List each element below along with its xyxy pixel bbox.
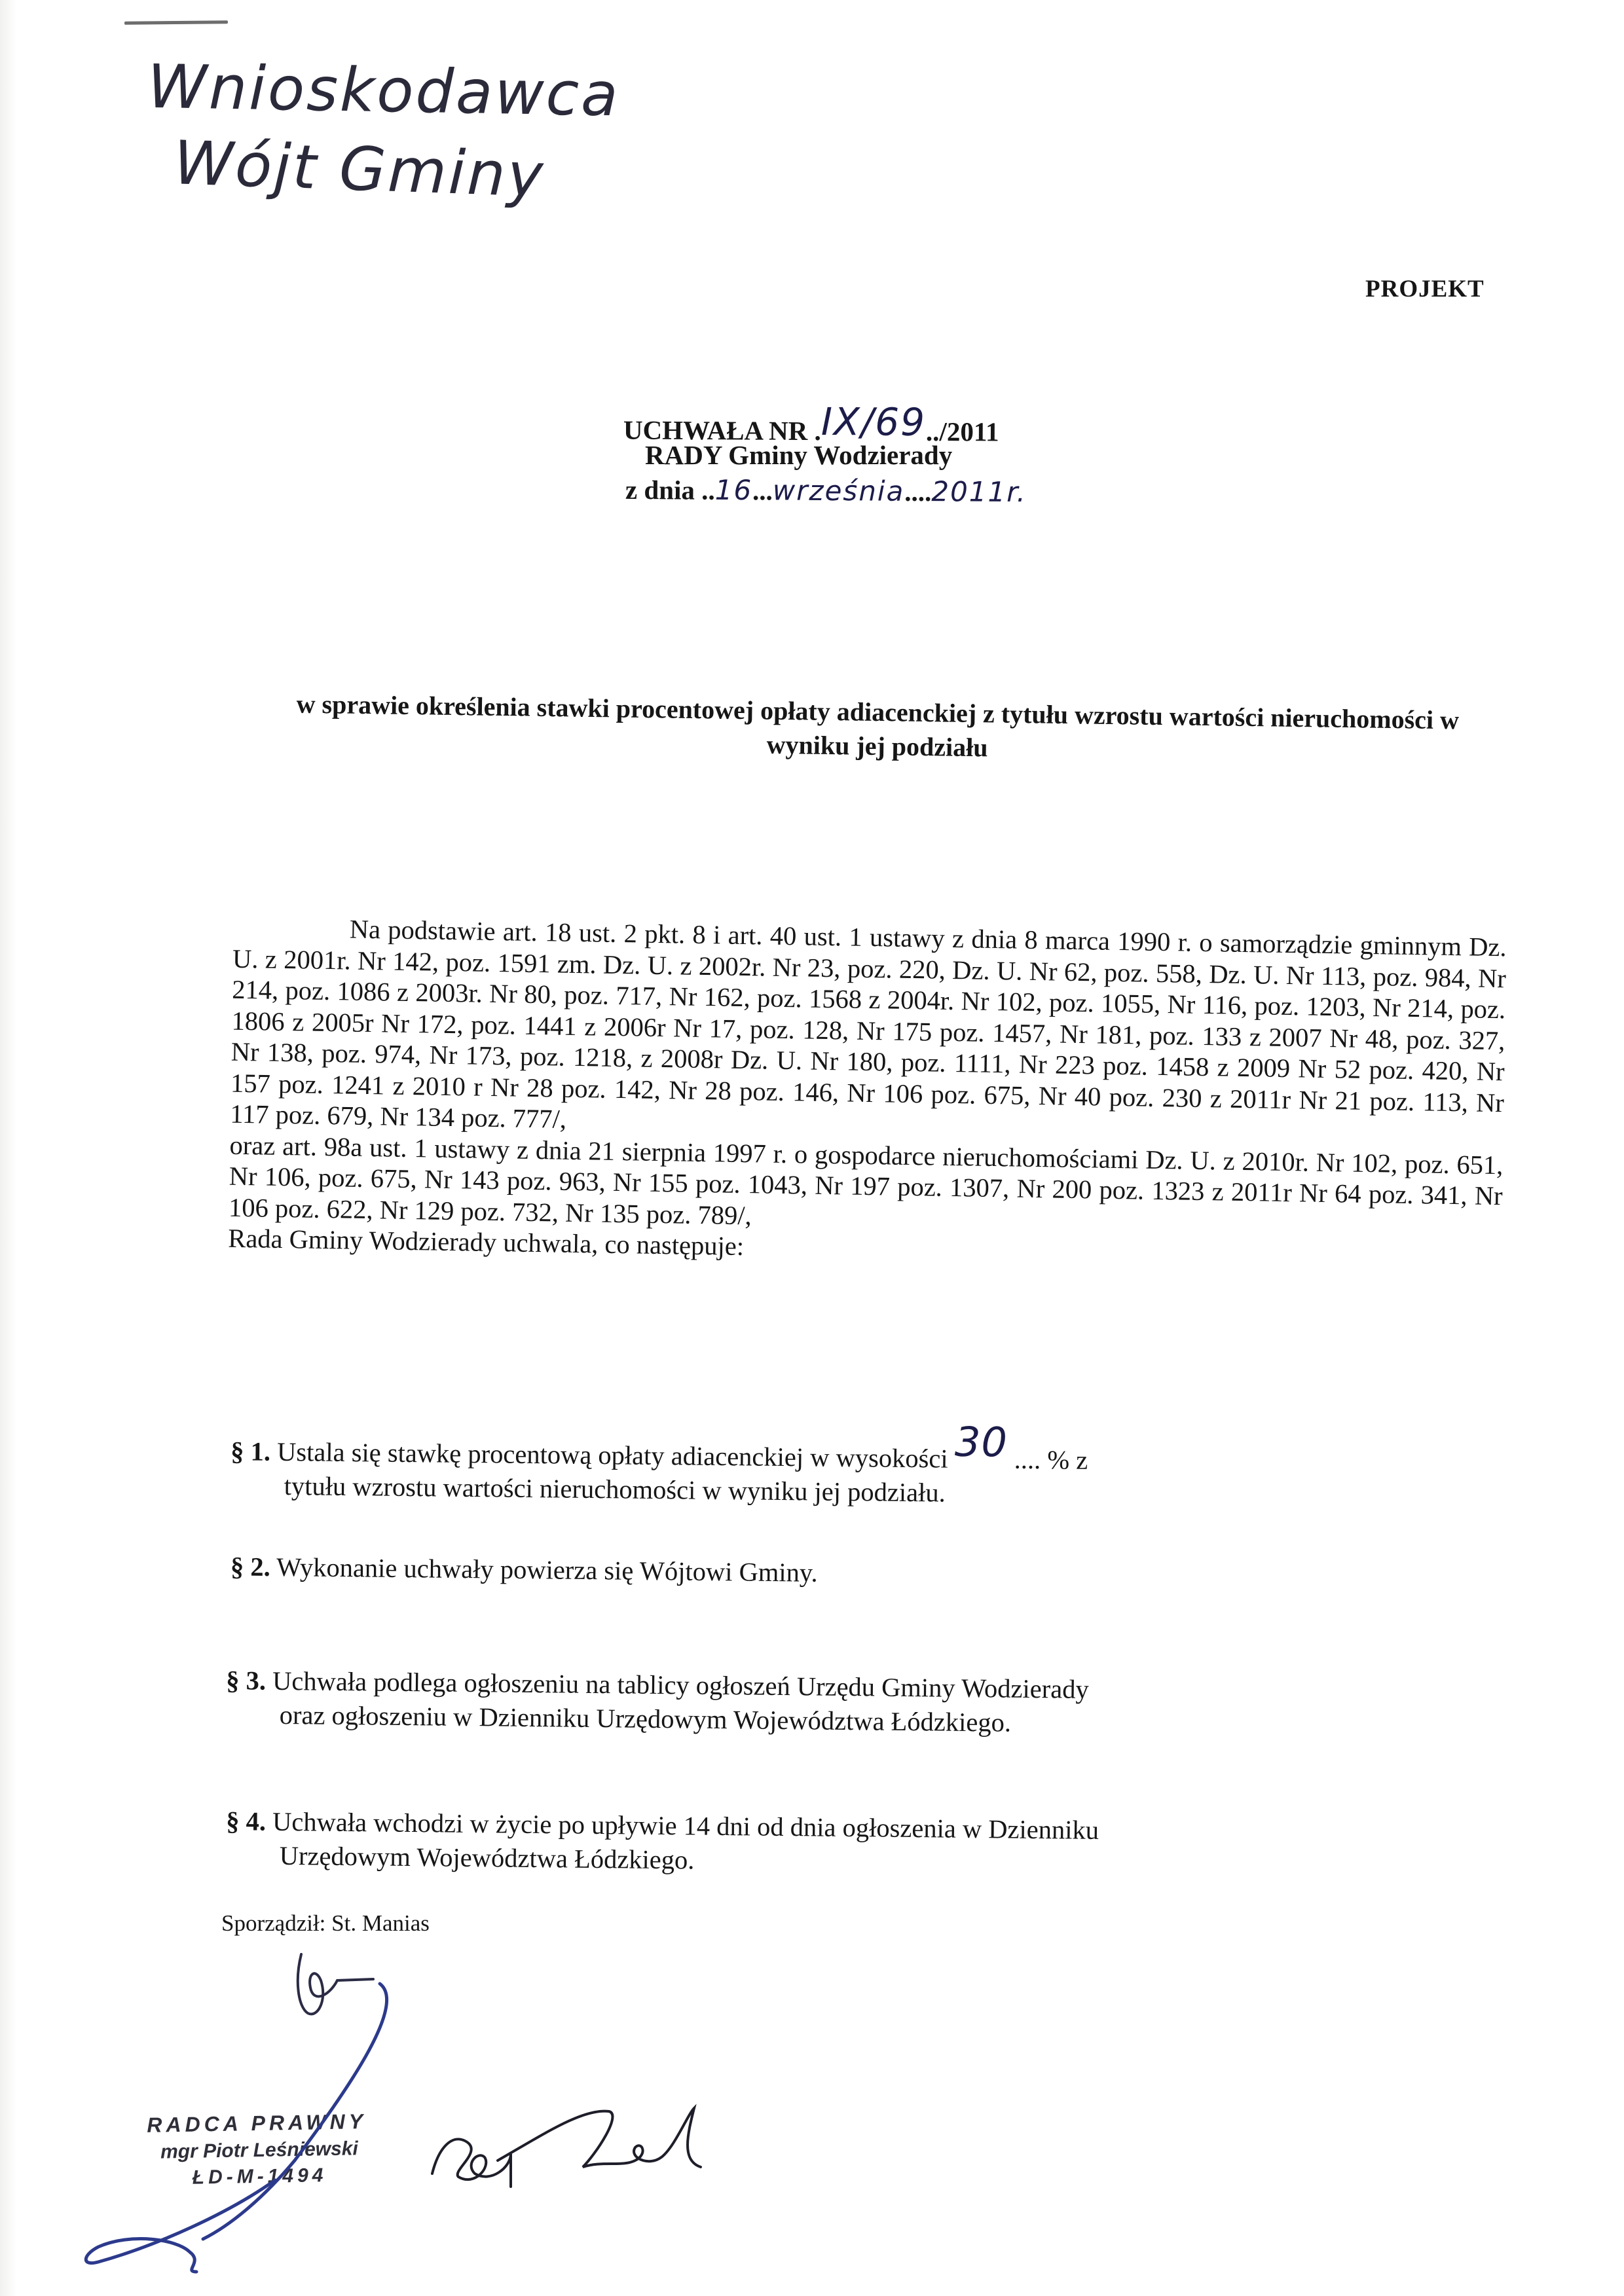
date-dots-1: ... bbox=[752, 475, 773, 506]
rate-dots: .... bbox=[1007, 1444, 1041, 1475]
date-month-handwritten: września bbox=[772, 474, 905, 507]
paragraph-3-text: Uchwała podlega ogłoszeniu na tablicy ogłoszeń Urzędu Gminy Wodzierady bbox=[265, 1666, 1089, 1704]
paragraph-4 bbox=[225, 1804, 1099, 1882]
paragraph-1-continuation: tytułu wzrostu wartości nieruchomości w wyniku jej podziału. bbox=[284, 1471, 946, 1508]
paragraph-1-text-after: % z bbox=[1041, 1445, 1088, 1475]
paragraph-4-text: Uchwała wchodzi w życie po upływie 14 dni od dnia ogłoszenia w Dzienniku bbox=[265, 1806, 1099, 1845]
council-resolves: Rada Gminy Wodzierady uchwala, co następuje: bbox=[228, 1223, 745, 1262]
paragraph-3-continuation: oraz ogłoszeniu w Dzienniku Urzędowym Województwa Łódzkiego. bbox=[279, 1700, 1012, 1738]
draft-label: PROJEKT bbox=[1365, 276, 1485, 302]
legal-basis-municipal-act: Na podstawie art. 18 ust. 2 pkt. 8 i art. 40 ust. 1 ustawy z dnia 8 marca 1990 r. o samorządzie gminnym Dz. U. z 2001r. Nr 142, poz. 1591 zm. Dz. U. z 2002r. Nr 23, poz. 220, Dz. U. Nr 62, poz. 558, Dz. U. Nr 113, poz. 984, Nr 214, poz. 1086 z 2003r. Nr 80, poz. 717, Nr 162, poz. 1568 z 2004r. Nr 102, poz. 1055, Nr 116, poz. 1203, Nr 214, poz. 1806 z 2005r Nr 172, poz. 1441 z 2006r Nr 17, poz. 128, Nr 175 poz. 1457, Nr 181, poz. 133 z 2007 Nr 48, poz. 327, Nr 138, poz. 974, Nr 173, poz. 1218, z 2008r Dz. U. Nr 180, poz. 1111, Nr 223 poz. 1458 z 2009 Nr 52 poz. 420, Nr 157 poz. 1241 z 2010 r Nr 28 poz. 142, Nr 28 poz. 146, Nr 106 poz. 675, Nr 40 poz. 230 z 2011r Nr 21 poz. 113, Nr 117 poz. 679, Nr 134 poz. 777/, bbox=[230, 914, 1507, 1134]
date-day-handwritten: 16 bbox=[714, 473, 753, 507]
paragraph-1-number: § 1. bbox=[231, 1436, 271, 1467]
stamp-name: mgr Piotr Leśniewski bbox=[160, 2138, 359, 2163]
stamp-registry: ŁD-M-1494 bbox=[192, 2164, 327, 2189]
paragraph-1 bbox=[230, 1417, 1088, 1512]
resolution-suffix: ../2011 bbox=[925, 416, 999, 447]
date-dots-2: .... bbox=[904, 476, 932, 507]
stamp-title: RADCA PRAWNY bbox=[147, 2109, 367, 2137]
paragraph-2 bbox=[231, 1550, 818, 1590]
paragraph-3 bbox=[225, 1664, 1089, 1741]
paragraph-4-number: § 4. bbox=[226, 1806, 267, 1836]
resolution-date-line bbox=[625, 473, 1027, 508]
legal-basis-real-estate-act: oraz art. 98a ust. 1 ustawy z dnia 21 sierpnia 1997 r. o gospodarce nieruchomościami Dz. U. z 2010r. Nr 102, poz. 651, Nr 106, poz. 675, Nr 143 poz. 963, Nr 155 poz. 1043, Nr 197 poz. 1307, Nr 200 poz. 1323 z 2011r Nr 64 poz. 341, Nr 106 poz. 622, Nr 129 poz. 732, Nr 135 poz. 789/, bbox=[228, 1130, 1504, 1230]
handwritten-note-mayor: Wójt Gminy bbox=[172, 128, 547, 211]
resolution-number-handwritten: IX/69 bbox=[821, 399, 927, 445]
paragraph-3-number: § 3. bbox=[226, 1666, 267, 1696]
paragraph-2-text: Wykonanie uchwały powierza się Wójtowi Gminy. bbox=[270, 1552, 818, 1588]
resolution-subject: w sprawie określenia stawki procentowej opłaty adiacenckiej z tytułu wzrostu wartości nieruchomości w wyniku jej podziału bbox=[296, 689, 1460, 763]
paragraph-1-line bbox=[231, 1417, 1088, 1475]
staple-mark bbox=[124, 20, 228, 25]
council-name: RADY Gminy Wodzierady bbox=[645, 440, 953, 470]
resolution-prefix: UCHWAŁA NR . bbox=[623, 414, 821, 446]
handwritten-note-applicant: Wnioskodawca bbox=[147, 51, 621, 130]
rate-handwritten: 30 bbox=[954, 1417, 1008, 1467]
paragraph-3-line bbox=[226, 1666, 1089, 1704]
legal-counsel-signature bbox=[79, 1964, 419, 2265]
date-prefix: z dnia .. bbox=[625, 474, 715, 505]
paragraph-1-text: Ustala się stawkę procentową opłaty adiacenckiej w wysokości bbox=[270, 1436, 955, 1474]
page-edge bbox=[0, 0, 17, 2296]
paragraph-4-continuation: Urzędowym Województwa Łódzkiego. bbox=[279, 1840, 695, 1875]
date-year-handwritten: 2011r. bbox=[931, 475, 1027, 509]
preamble bbox=[228, 912, 1507, 1274]
prepared-by: Sporządził: St. Manias bbox=[221, 1910, 430, 1936]
mayor-signature bbox=[413, 2095, 714, 2213]
paragraph-2-number: § 2. bbox=[230, 1552, 271, 1582]
